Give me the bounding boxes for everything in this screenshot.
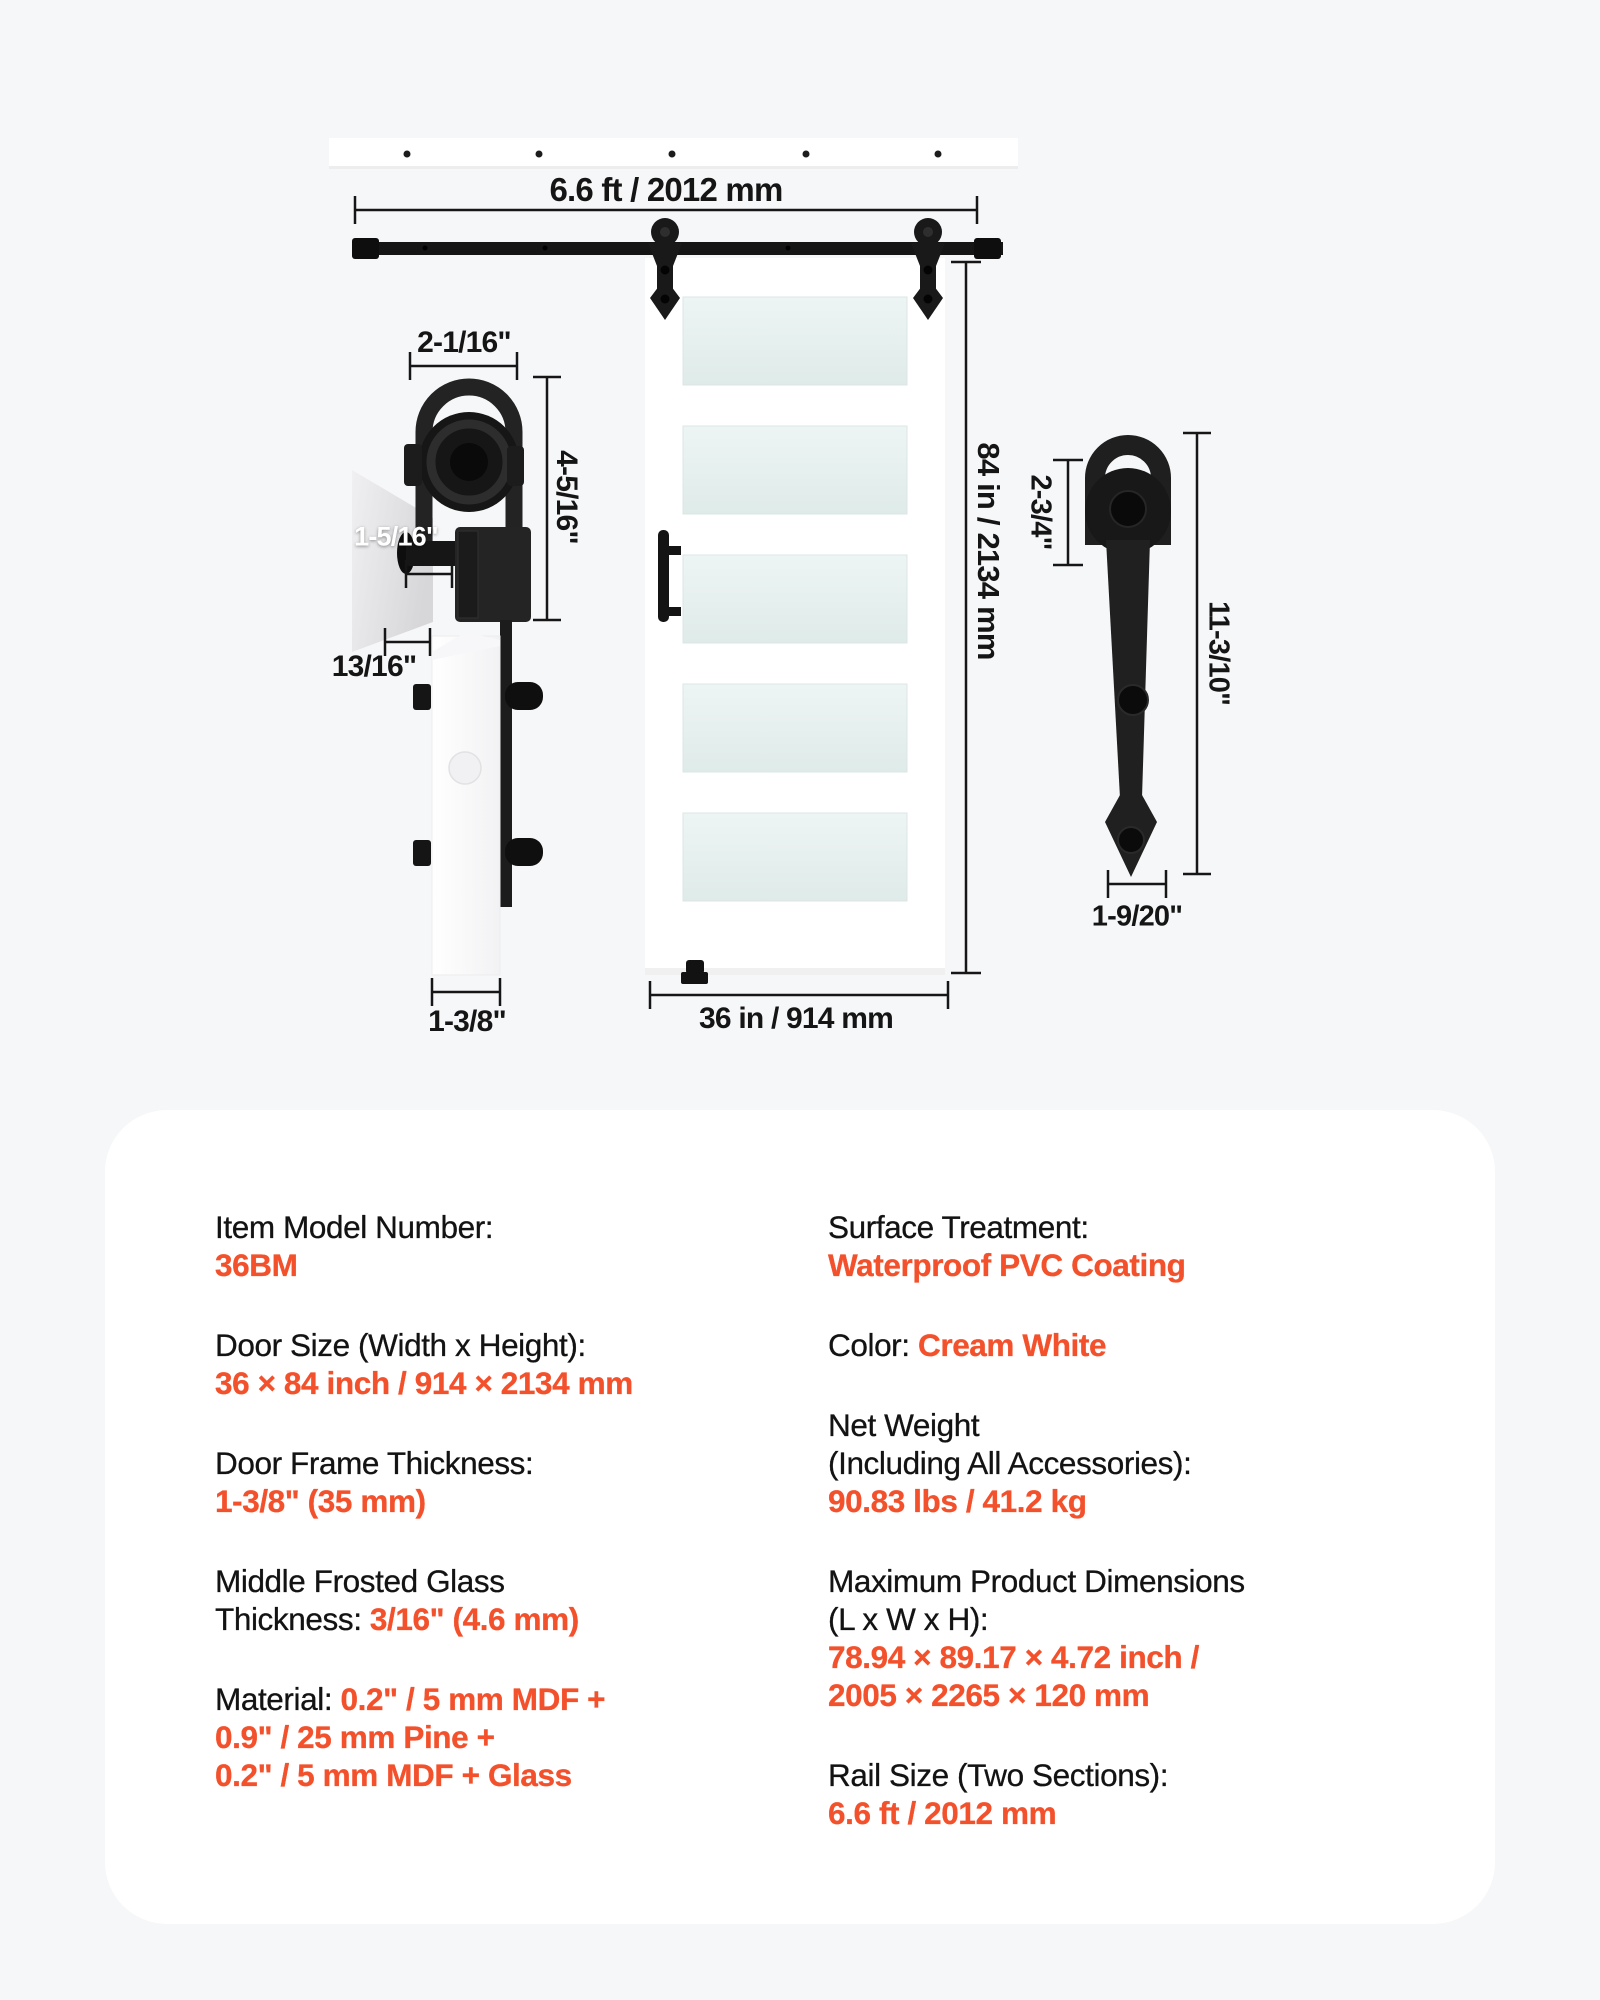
spec-line: [828, 1638, 1245, 1676]
spec-label: Middle Frosted Glass: [215, 1563, 505, 1599]
spec-value: 0.2" / 5 mm MDF + Glass: [215, 1757, 572, 1793]
spec-column-right: [828, 1208, 1245, 1874]
door-height-label: 84 in / 2134 mm: [971, 442, 1006, 660]
spec-item: [828, 1208, 1245, 1284]
spec-line: [215, 1718, 633, 1756]
spec-item: [215, 1208, 633, 1284]
spec-label: (Including All Accessories):: [828, 1445, 1192, 1481]
spec-label: Rail Size (Two Sections):: [828, 1757, 1169, 1793]
spec-card: [105, 1110, 1495, 1924]
spec-line: [215, 1364, 633, 1402]
spec-item: [215, 1680, 633, 1794]
roller-width-label: 2-1/16": [417, 326, 511, 359]
wheel-diameter-label: 2-3/4": [1024, 474, 1057, 550]
spec-line: [215, 1482, 633, 1520]
spec-value: 90.83 lbs / 41.2 kg: [828, 1483, 1087, 1519]
spec-value: 0.2" / 5 mm MDF +: [340, 1681, 606, 1717]
spec-line: [215, 1444, 633, 1482]
spec-line: [215, 1562, 633, 1600]
spec-value: 36BM: [215, 1247, 298, 1283]
spec-line: [828, 1676, 1245, 1714]
roller-standoff-label: 1-5/16": [354, 521, 438, 552]
mounting-board: [329, 138, 1018, 169]
spec-value: 1-3/8" (35 mm): [215, 1483, 426, 1519]
rail-length-label: 6.6 ft / 2012 mm: [549, 171, 783, 208]
spec-line: [215, 1756, 633, 1794]
spec-column-left: [215, 1208, 633, 1836]
hanger-front-view: [1085, 445, 1171, 877]
spec-value: 6.6 ft / 2012 mm: [828, 1795, 1057, 1831]
spec-label: Door Frame Thickness:: [215, 1445, 534, 1481]
spec-value: 78.94 × 89.17 × 4.72 inch /: [828, 1639, 1199, 1675]
spec-label: Thickness:: [215, 1601, 370, 1637]
door-thickness-label: 1-3/8": [428, 1005, 506, 1038]
spec-line: [828, 1562, 1245, 1600]
spec-line: [828, 1246, 1245, 1284]
hanger-width-label: 1-9/20": [1091, 900, 1183, 933]
spec-label: Maximum Product Dimensions: [828, 1563, 1245, 1599]
sliding-door: [645, 258, 945, 975]
spec-line: [828, 1756, 1245, 1794]
spec-line: [828, 1444, 1245, 1482]
spec-label: Material:: [215, 1681, 341, 1717]
spec-label: Door Size (Width x Height):: [215, 1327, 586, 1363]
door-edge-side: [432, 636, 500, 975]
spec-value: 3/16" (4.6 mm): [369, 1601, 579, 1637]
spec-line: [828, 1208, 1245, 1246]
roller-height-label: 4-5/16": [550, 450, 583, 544]
spec-item: [828, 1756, 1245, 1832]
spec-line: [828, 1326, 1245, 1364]
spec-line: [215, 1246, 633, 1284]
spec-line: [215, 1208, 633, 1246]
plate-offset-label: 13/16": [331, 650, 417, 683]
spec-label: Surface Treatment:: [828, 1209, 1089, 1245]
spec-line: [215, 1680, 633, 1718]
spec-line: [828, 1600, 1245, 1638]
spec-line: [215, 1600, 633, 1638]
door-knob: [449, 752, 481, 784]
spec-label: Net Weight: [828, 1407, 980, 1443]
spec-line: [215, 1326, 633, 1364]
hanger-length-label: 11-3/10": [1202, 600, 1235, 706]
spec-line: [828, 1482, 1245, 1520]
spec-line: [828, 1406, 1245, 1444]
door-width-label: 36 in / 914 mm: [699, 1002, 893, 1035]
spec-label: (L x W x H):: [828, 1601, 989, 1637]
spec-value: 2005 × 2265 × 120 mm: [828, 1677, 1150, 1713]
spec-item: [828, 1326, 1245, 1364]
spec-item: [215, 1326, 633, 1402]
spec-label: Item Model Number:: [215, 1209, 494, 1245]
spec-value: Waterproof PVC Coating: [828, 1247, 1186, 1283]
spec-item: [828, 1562, 1245, 1714]
spec-label: Color:: [828, 1327, 918, 1363]
spec-value: 36 × 84 inch / 914 × 2134 mm: [215, 1365, 633, 1401]
spec-item: [215, 1562, 633, 1638]
spec-line: [828, 1794, 1245, 1832]
spec-value: 0.9" / 25 mm Pine +: [215, 1719, 495, 1755]
spec-item: [828, 1406, 1245, 1520]
spec-value: Cream White: [917, 1327, 1107, 1363]
spec-item: [215, 1444, 633, 1520]
